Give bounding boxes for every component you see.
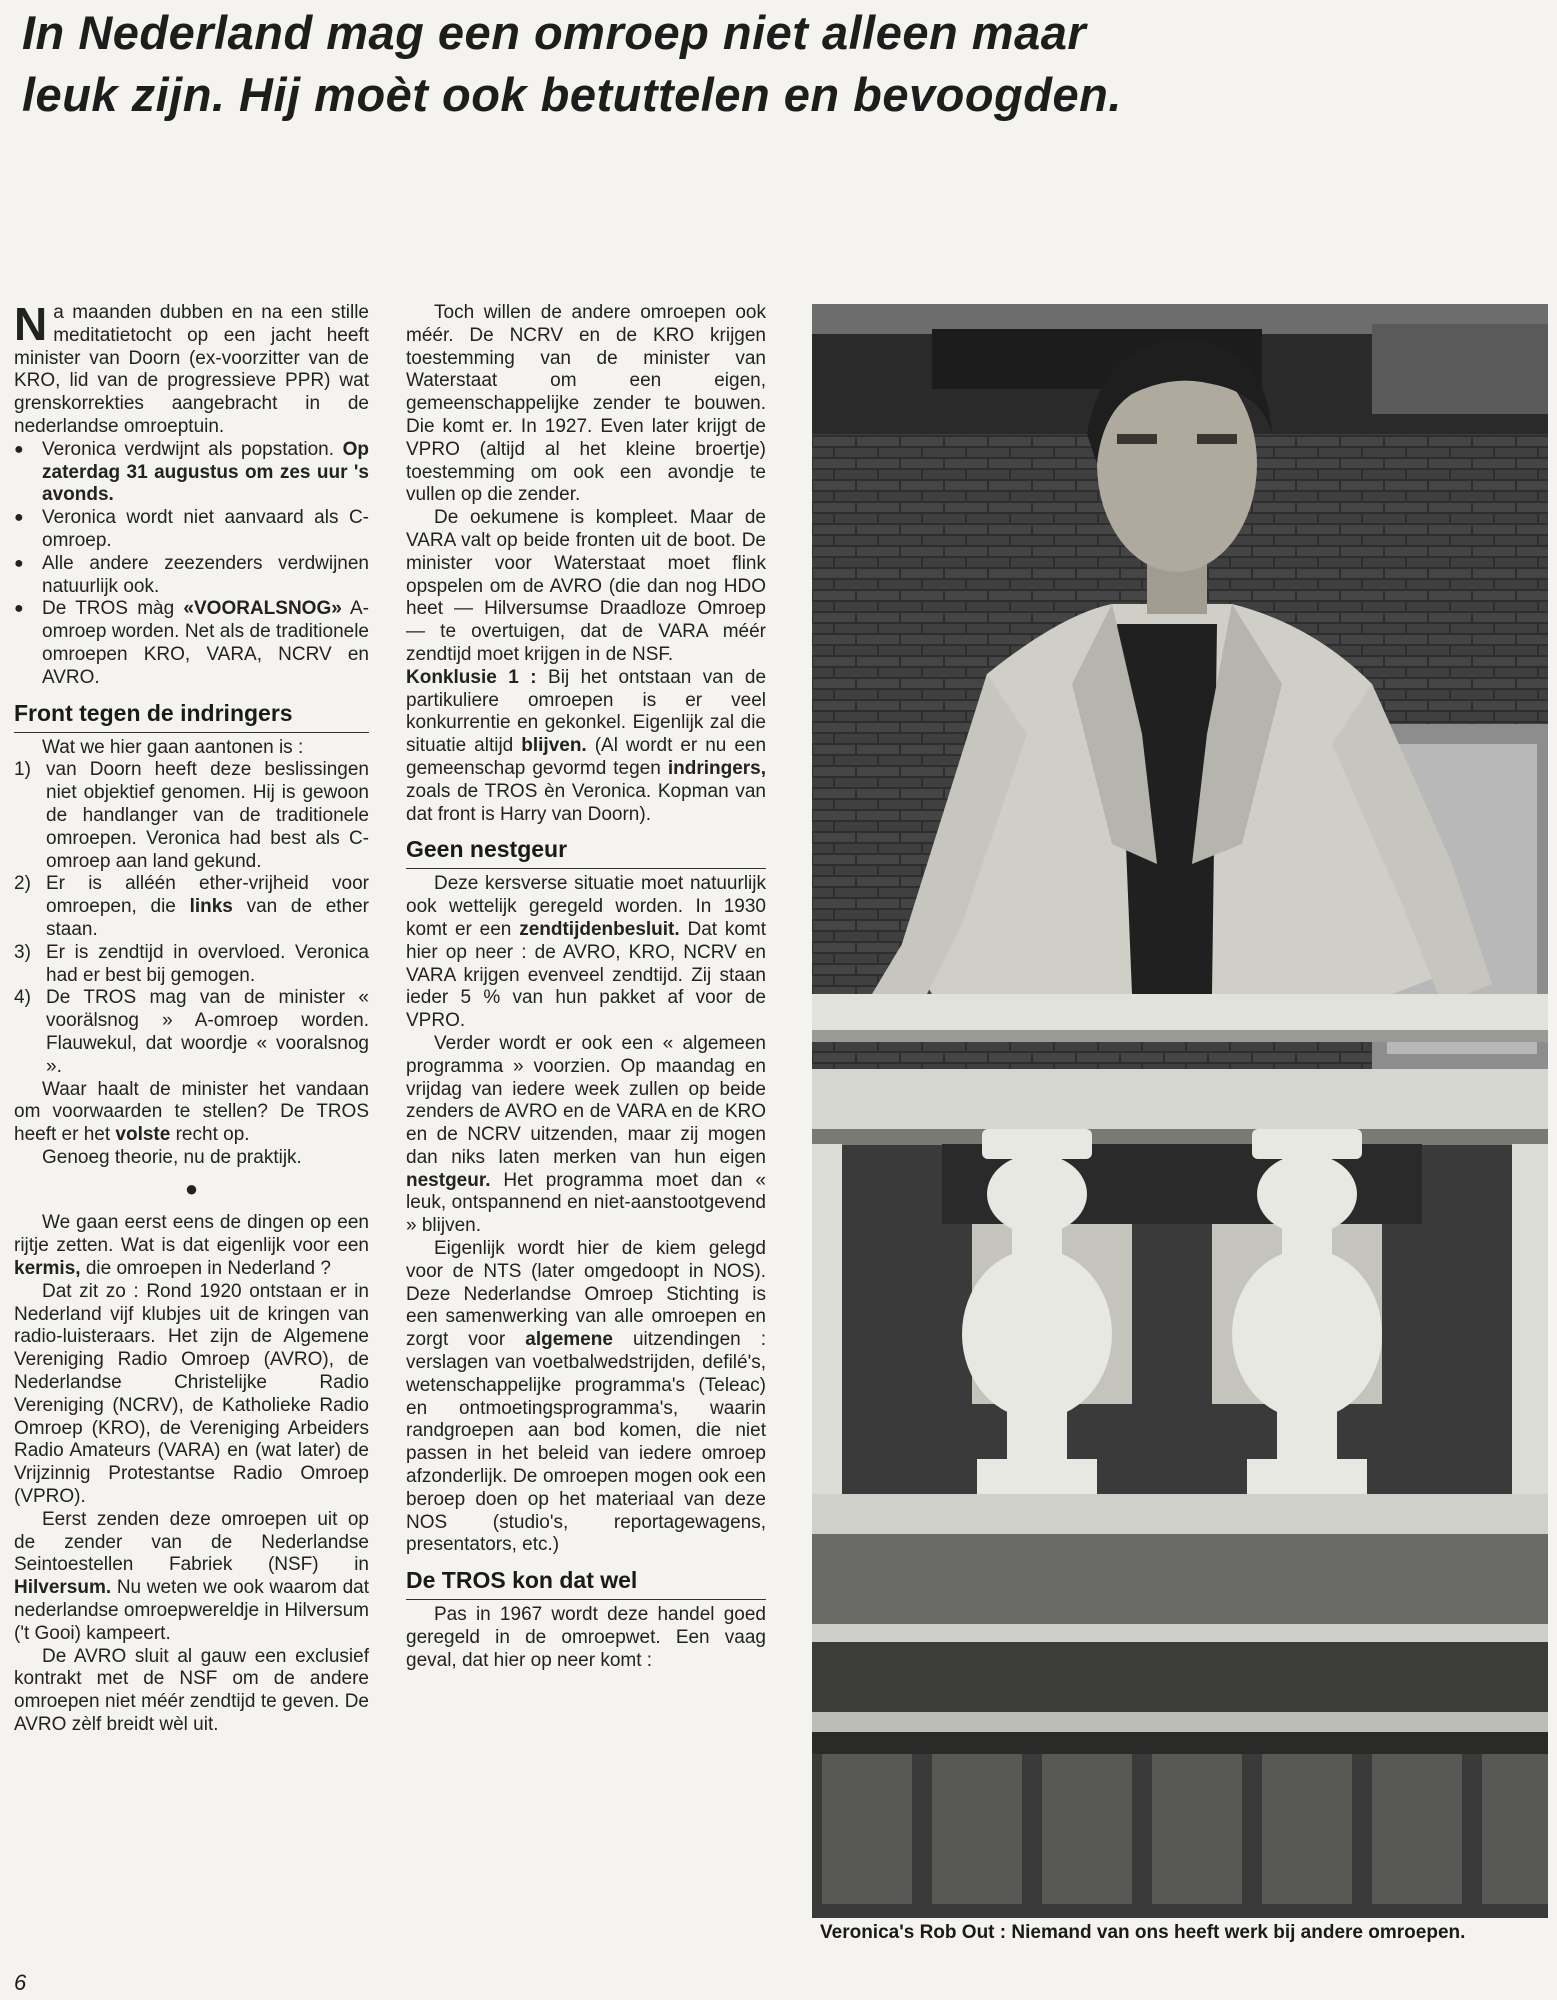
paragraph: Dat zit zo : Rond 1920 ontstaan er in Nederland vijf klubjes uit de kringen van radio-luisteraars. Het zijn de Algemene Vereniging Radio Omroep (AVRO), de Nederlandse Christelijke Radio Vereniging (NCRV), de Katholieke Radio Omroep (KRO), de Vereniging Arbeiders Radio Amateurs (VARA) en (wat later) de Vrijzinnig Protestantse Radio Omroep (VPRO). <box>14 1280 369 1508</box>
numbered-item: 1) van Doorn heeft deze beslissingen niet objektief genomen. Hij is gewoon de handlanger van de traditionele omroepen. Veronica had best als C-omroep aan land gekund. <box>14 759 369 872</box>
bullet-icon: ● <box>14 440 24 458</box>
photo-man-on-balcony <box>812 304 1548 1918</box>
article-column-1 <box>14 298 370 1737</box>
article-column-2 <box>406 302 766 1673</box>
bullet-icon: ● <box>14 554 24 572</box>
bullet-item: ● De TROS màg «VOORALSNOG» A-omroep worden. Net als de traditionele omroepen KRO, VARA, NCRV en AVRO. <box>14 598 369 688</box>
paragraph: De oekumene is kompleet. Maar de VARA valt op beide fronten uit de boot. De minister voor Waterstaat moet flink opspelen om de AVRO (die dan nog HDO heet — Hilversumse Draadloze Omroep — te overtuigen, dat de VARA méér zendtijd moet krijgen in de NSF. <box>406 507 766 665</box>
paragraph-konklusie: Konklusie 1 : Bij het ontstaan van de partikuliere omroepen is er veel konkurrentie en gekonkel. Eigenlijk zal die situatie altijd blijven. (Al wordt er nu een gemeenschap gevormd tegen indringers, zoals de TROS èn Veronica. Kopman van dat front is Harry van Doorn). <box>406 666 767 825</box>
numbered-item: 4) De TROS mag van de minister « voorälsnog » A-omroep worden. Flauwekul, dat woordje « vooralsnog ». <box>14 987 369 1077</box>
photo-caption <box>820 1922 1550 1944</box>
paragraph: De AVRO sluit al gauw een exclusief kontrakt met de NSF om de andere omroepen niet méér zendtijd te geven. De AVRO zèlf breidt wèl uit. <box>14 1645 369 1736</box>
bullet-item: ● Alle andere zeezenders verdwijnen natuurlijk ook. <box>14 552 369 597</box>
intro-paragraph: Na maanden dubben en na een stille meditatietocht op een jacht heeft minister van Doorn (ex-voorzitter van de KRO, lid van de progressieve PPR) wat grenskorrekties aangebracht in de nederlandse omroeptuin. <box>14 298 369 437</box>
section-dot-icon: ● <box>184 1175 199 1201</box>
caption-lead: Veronica's Rob Out : <box>820 1922 1007 1943</box>
bullet-item: ● Veronica wordt niet aanvaard als C-omroep. <box>14 507 369 551</box>
drop-cap: N <box>14 298 48 350</box>
paragraph: Deze kersverse situatie moet natuurlijk ook wettelijk geregeld worden. In 1930 komt er een zendtijdenbesluit. Dat komt hier op neer : de AVRO, KRO, NCRV en VARA krijgen evenveel zendtijd. Zij staan ieder 5 % van hun pakket af voor de VPRO. <box>406 873 767 1032</box>
paragraph: Genoeg theorie, nu de praktijk. <box>42 1146 302 1168</box>
headline-line-1: In Nederland mag een omroep niet alleen maar <box>22 6 1087 59</box>
subhead-de-tros-kon-dat-wel: De TROS kon dat wel <box>406 1567 766 1600</box>
caption-text: Niemand van ons heeft werk bij andere omroepen. <box>1011 1922 1466 1943</box>
paragraph: Pas in 1967 wordt deze handel goed geregeld in de omroepwet. Een vaag geval, dat hier op neer komt : <box>406 1604 766 1671</box>
page-number: 6 <box>14 1970 27 1995</box>
paragraph: Eerst zenden deze omroepen uit op de zender van de Nederlandse Seintoestellen Fabriek (NSF) in Hilversum. Nu weten we ook waarom dat nederlandse omroepwereldje in Hilversum ('t Gooi) kampeert. <box>14 1508 370 1644</box>
paragraph: Toch willen de andere omroepen ook méér. De NCRV en de KRO krijgen toestemming van de minister van Waterstaat om een eigen, gemeenschappelijke zender te bouwen. Die komt er. In 1927. Even later krijgt de VPRO (altijd al het kleine broertje) toestemming om ook een avondje te vullen op die zender. <box>406 302 766 506</box>
numbered-item: 2) Er is alléén ether-vrijheid voor omroepen, die links van de ether staan. <box>14 873 370 940</box>
numbered-item: 3) Er is zendtijd in overvloed. Veronica had er best bij gemogen. <box>14 941 369 986</box>
paragraph: Verder wordt er ook een « algemeen programma » voorzien. Op maandag en vrijdag van iedere week zullen op beide zenders de AVRO en de VARA en de KRO en de NCRV uitzenden, maar zij mogen dan niks laten merken van hun eigen nestgeur. Het programma moet dan « leuk, ontspannend en niet-aanstootgevend » blijven. <box>406 1032 766 1237</box>
subhead-geen-nestgeur: Geen nestgeur <box>406 836 766 869</box>
paragraph: We gaan eerst eens de dingen op een rijtje zetten. Wat is dat eigenlijk voor een kermis, die omroepen in Nederland ? <box>14 1212 369 1280</box>
headline <box>22 2 1522 126</box>
paragraph: Waar haalt de minister het vandaan om voorwaarden te stellen? De TROS heeft er het volste recht op. <box>14 1078 369 1146</box>
paragraph: Wat we hier gaan aantonen is : <box>42 736 304 758</box>
subhead-front-tegen-de-indringers: Front tegen de indringers <box>14 700 369 733</box>
headline-line-2: leuk zijn. Hij moèt ook betuttelen en bevoogden. <box>22 68 1122 121</box>
bullet-icon: ● <box>14 600 24 618</box>
bullet-item: ● Veronica verdwijnt als popstation. Op zaterdag 31 augustus om zes uur 's avonds. <box>14 438 370 506</box>
bullet-icon: ● <box>14 509 24 527</box>
paragraph: Eigenlijk wordt hier de kiem gelegd voor de NTS (later omgedoopt in NOS). Deze Nederlandse Omroep Stichting is een samenwerking van alle omroepen en zorgt voor algemene uitzendingen : verslagen van voetbalwedstrijden, defilé's, wetenschappelijke programma's (Teleac) en ontmoetingsprogramma's, waarin randgroepen aan bod komen, die niet passen in het beleid van iedere omroep afzonderlijk. De omroepen mogen ook een beroep doen op het materiaal van deze NOS (studio's, reportagewagens, presentators, etc.) <box>406 1238 767 1556</box>
photo-illustration <box>812 304 1548 1918</box>
